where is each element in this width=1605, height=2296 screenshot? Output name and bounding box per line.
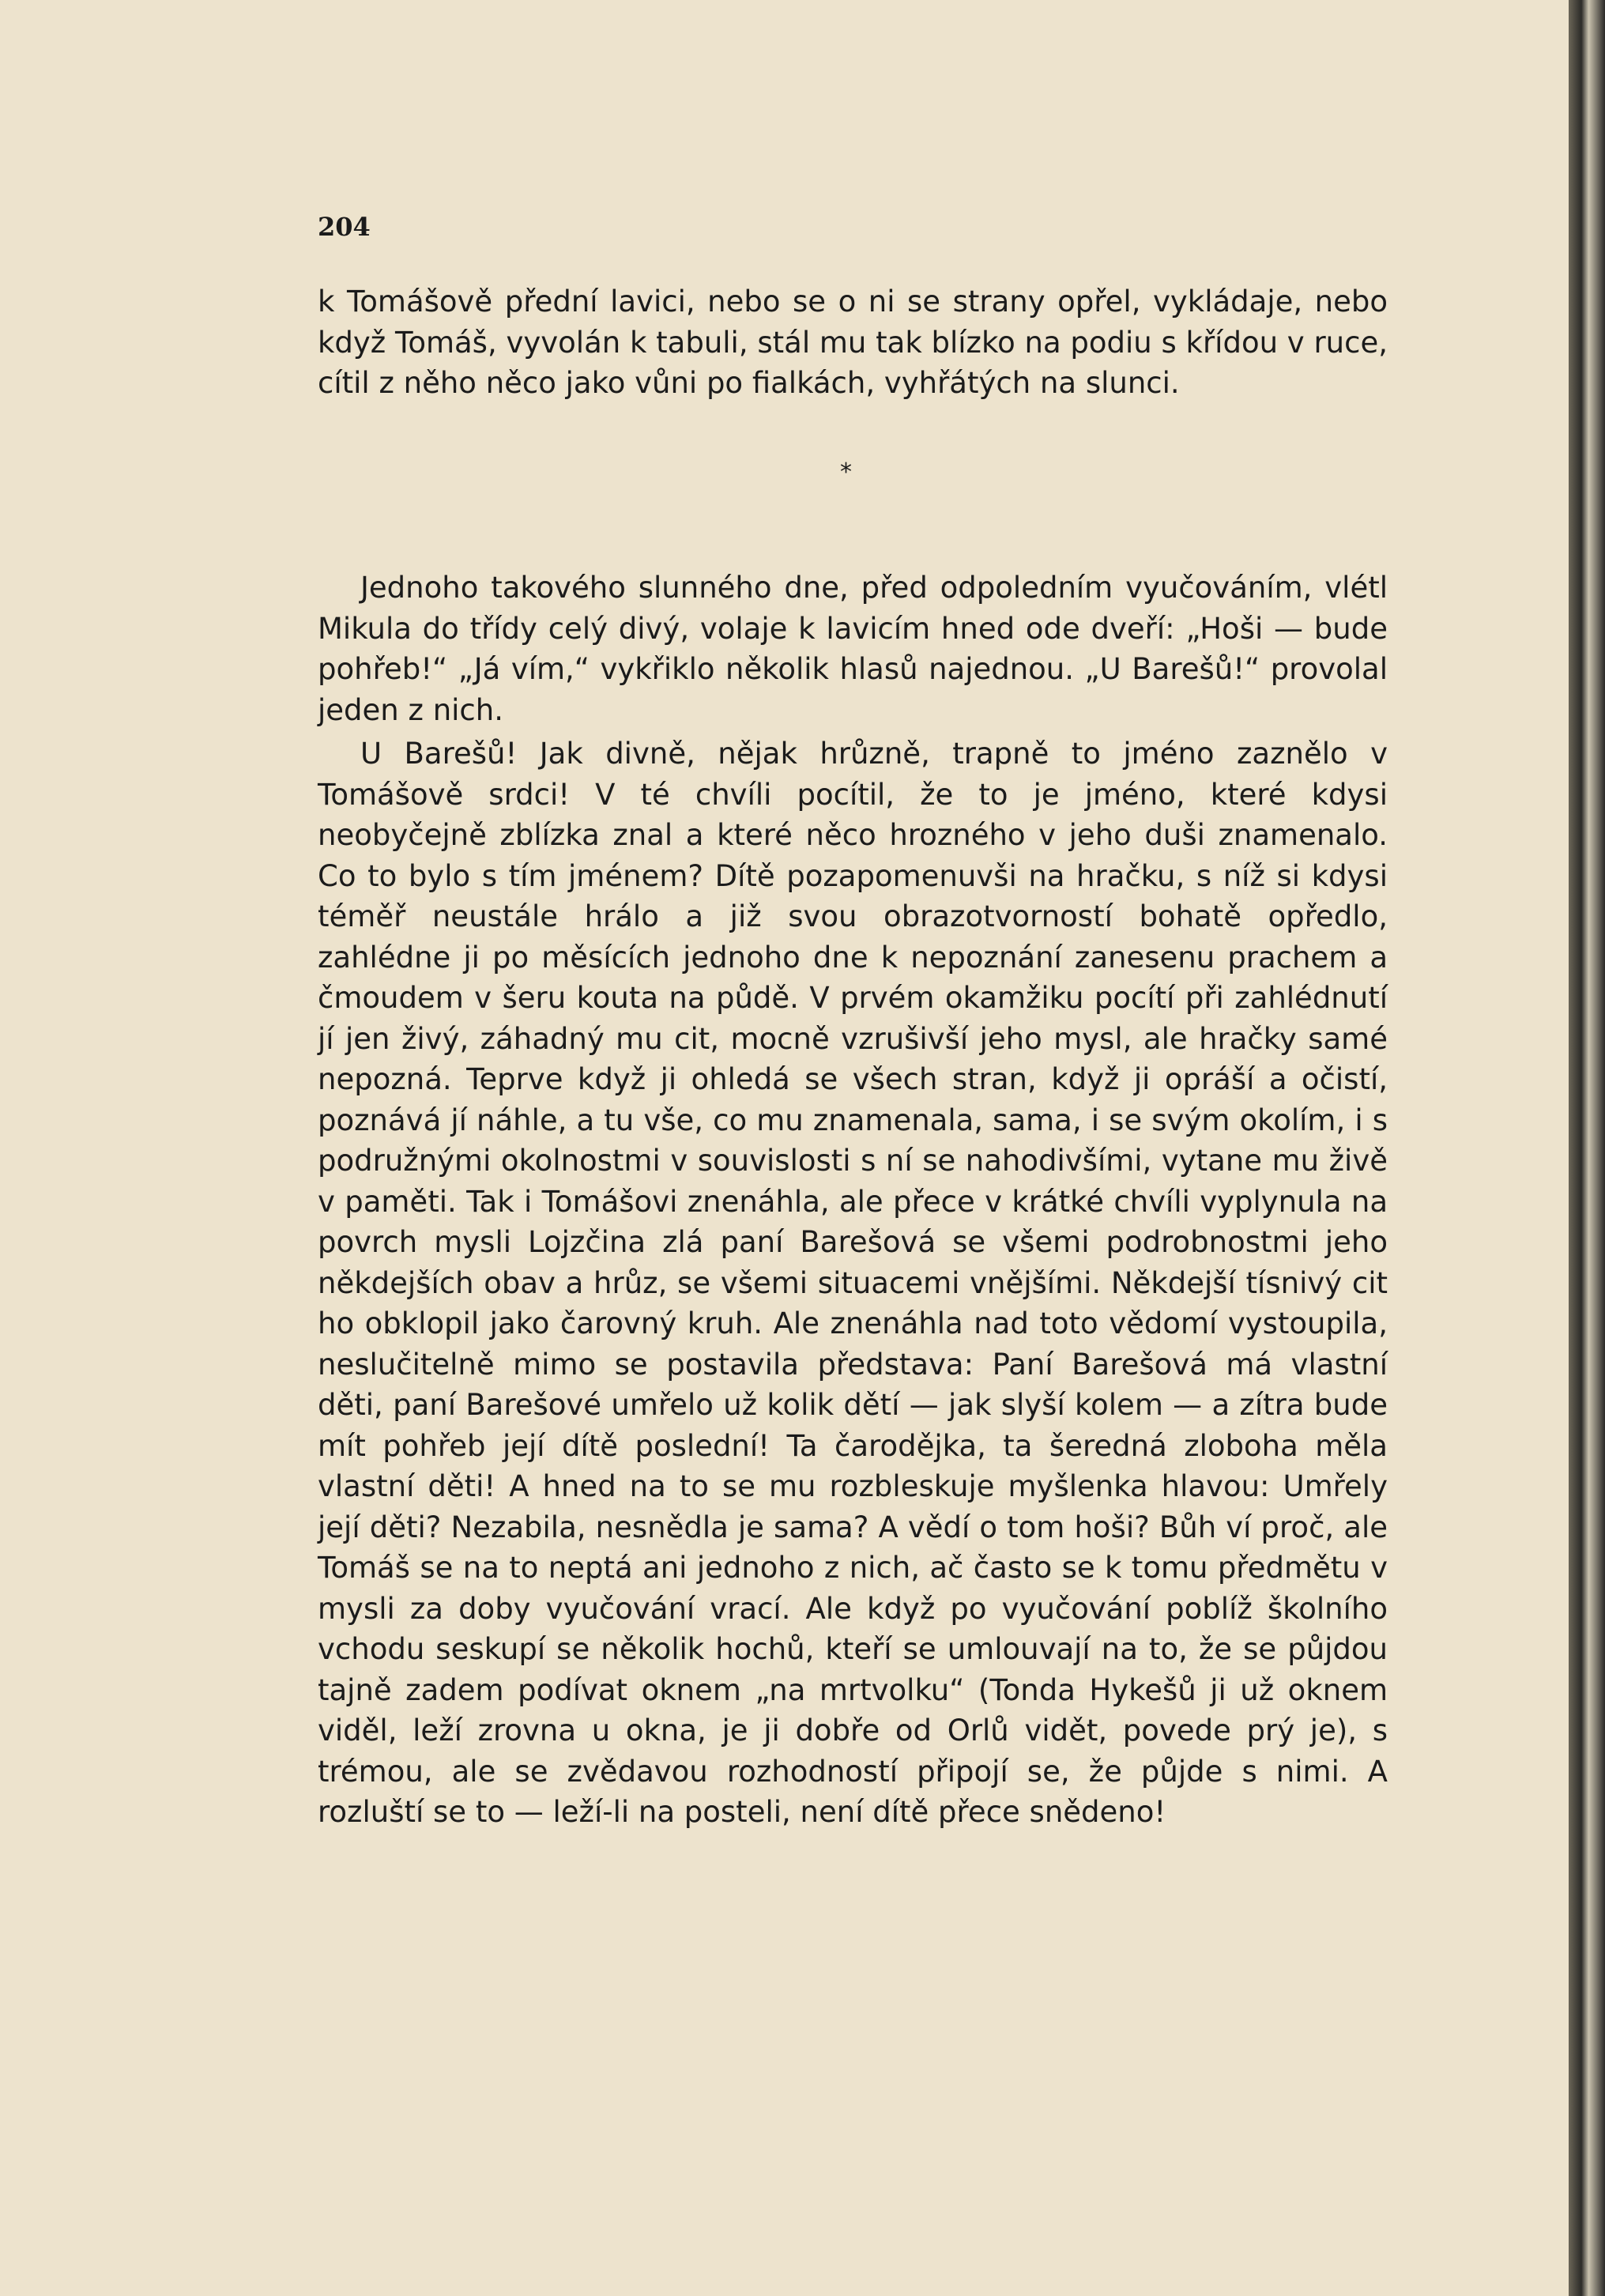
section-separator: * — [840, 458, 852, 486]
paragraph-baresu: U Barešů! Jak divně, nějak hrůzně, trapně to jméno zaznělo v Tomášově srdci! V té chvíli pocítil, že to je jméno, které kdysi neobyčejně zblízka znal a které něco hrozného v jeho duši znamenalo. Co to bylo s tím jménem? Dítě pozapomenuvši na hračku, s níž si kdysi téměř neustále hrálo a již svou obrazotvorností bohatě opředlo, zahlédne ji po měsících jednoho dne k nepoznání zanesenu prachem a čmoudem v šeru kouta na půdě. V prvém okamžiku pocítí při zahlédnutí jí jen živý, záhadný mu cit, mocně vzrušivší jeho mysl, ale hračky samé nepozná. Teprve když ji ohledá se všech stran, když ji opráší a očistí, poznává jí náhle, a tu vše, co mu znamenala, sama, i se svým okolím, i s podružnými okolnostmi v souvislosti s ní se nahodivšími, vytane mu živě v paměti. Tak i Tomášovi znenáhla, ale přece v krátké chvíli vyplynula na povrch mysli Lojzčina zlá paní Barešová se všemi podrobnostmi jeho někdejších obav a hrůz, se všemi situacemi vnějšími. Někdejší tísnivý cit ho obklopil jako čarovný kruh. Ale znenáhla nad toto vědomí vystoupila, neslučitelně mimo se postavila představa: Paní Barešová má vlastní děti, paní Barešové umřelo už kolik dětí — jak slyší kolem — a zítra bude mít pohřeb její dítě poslední! Ta čarodějka, ta šeredná zloboha měla vlastní děti! A hned na to se mu rozbleskuje myšlenka hlavou: Umřely její děti? Nezabila, nesnědla je sama? A vědí o tom hoši? Bůh ví proč, ale Tomáš se na to neptá ani jednoho z nich, ač často se k tomu předmětu v mysli za doby vyučování vrací. Ale když po vyučování poblíž školního vchodu seskupí se několik hochů, kteří se umlouvají na to, že se půjdou tajně zadem podívat oknem „na mrtvolku“ (Tonda Hykešů ji už oknem viděl, leží zrovna u okna, je ji dobře od Orlů vidět, povede prý je), s trémou, ale se zvědavou rozhodností připojí se, že půjde s nimi. A rozluští se to — leží-li na posteli, není dítě přece snědeno! — [318, 737, 1388, 1829]
paragraph-continuation: k Tomášově přední lavici, nebo se o ni se strany opřel, vykládaje, nebo když Tomáš, vyvolán k tabuli, stál mu tak blízko na podiu s křídou v ruce, cítil z něho něco jako vůni po fialkách, vyhřátých na slunci. — [318, 285, 1388, 400]
paragraph-funeral-news: Jednoho takového slunného dne, před odpoledním vyučováním, vlétl Mikula do třídy celý divý, volaje k lavicím hned ode dveří: „Hoši — bude pohřeb!“ „Já vím,“ vykřiklo několik hlasů najednou. „U Barešů!“ provolal jeden z nich. — [318, 571, 1388, 727]
book-binding-edge — [1569, 0, 1605, 2296]
page-number: 204 — [318, 212, 371, 242]
